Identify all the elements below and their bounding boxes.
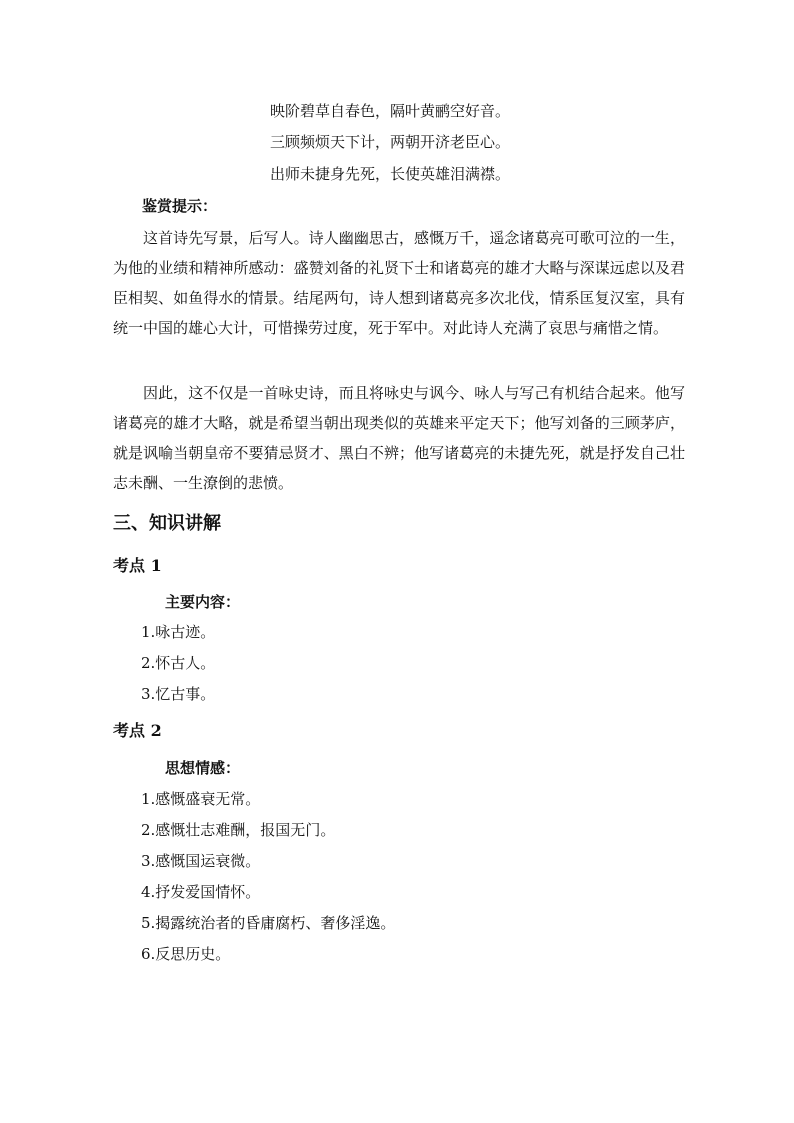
appreciation-paragraph-1	[113, 223, 685, 343]
list-item: 4.抒发爱国情怀。	[141, 883, 261, 901]
section-title: 三、知识讲解	[113, 513, 221, 534]
paragraph-text: 因此，这不仅是一首咏史诗，而且将咏史与讽今、咏人与写己有机结合起来。他写诸葛亮的雄才大略，就是希望当朝出现类似的英雄来平定天下；他写刘备的三顾茅庐，就是讽喻当朝皇帝不要猜忌贤才、黑白不辨；他写诸葛亮的未捷先死，就是抒发自己壮志未酬、一生潦倒的悲愤。	[113, 384, 685, 492]
poem-line: 出师未捷身先死，长使英雄泪满襟。	[270, 165, 511, 183]
list-item: 3.忆古事。	[141, 685, 216, 703]
appreciation-paragraph-2	[113, 378, 685, 498]
list-item: 1.咏古迹。	[141, 623, 216, 641]
poem-line: 映阶碧草自春色，隔叶黄鹂空好音。	[270, 102, 511, 120]
paragraph-text: 这首诗先写景，后写人。诗人幽幽思古，感慨万千，遥念诸葛亮可歌可泣的一生，为他的业绩和精神所感动：盛赞刘备的礼贤下士和诸葛亮的雄才大略与深谋远虑以及君臣相契、如鱼得水的情景。结尾两句，诗人想到诸葛亮多次北伐，情系匡复汉室，具有统一中国的雄心大计，可惜操劳过度，死于军中。对此诗人充满了哀思与痛惜之情。	[113, 229, 685, 337]
point-1-subtitle: 主要内容：	[165, 593, 241, 611]
list-item: 3.感慨国运衰微。	[141, 852, 261, 870]
point-2-subtitle: 思想情感：	[165, 759, 241, 777]
poem-line: 三顾频烦天下计，两朝开济老臣心。	[270, 133, 511, 151]
point-1-title: 考点 1	[113, 556, 162, 575]
list-item: 2.感慨壮志难酬，报国无门。	[141, 821, 336, 839]
point-2-title: 考点 2	[113, 721, 162, 740]
list-item: 1.感慨盛衰无常。	[141, 790, 261, 808]
list-item: 6.反思历史。	[141, 945, 231, 963]
appreciation-heading: 鉴赏提示：	[142, 197, 218, 215]
list-item: 5.揭露统治者的昏庸腐朽、奢侈淫逸。	[141, 914, 396, 932]
list-item: 2.怀古人。	[141, 654, 216, 672]
